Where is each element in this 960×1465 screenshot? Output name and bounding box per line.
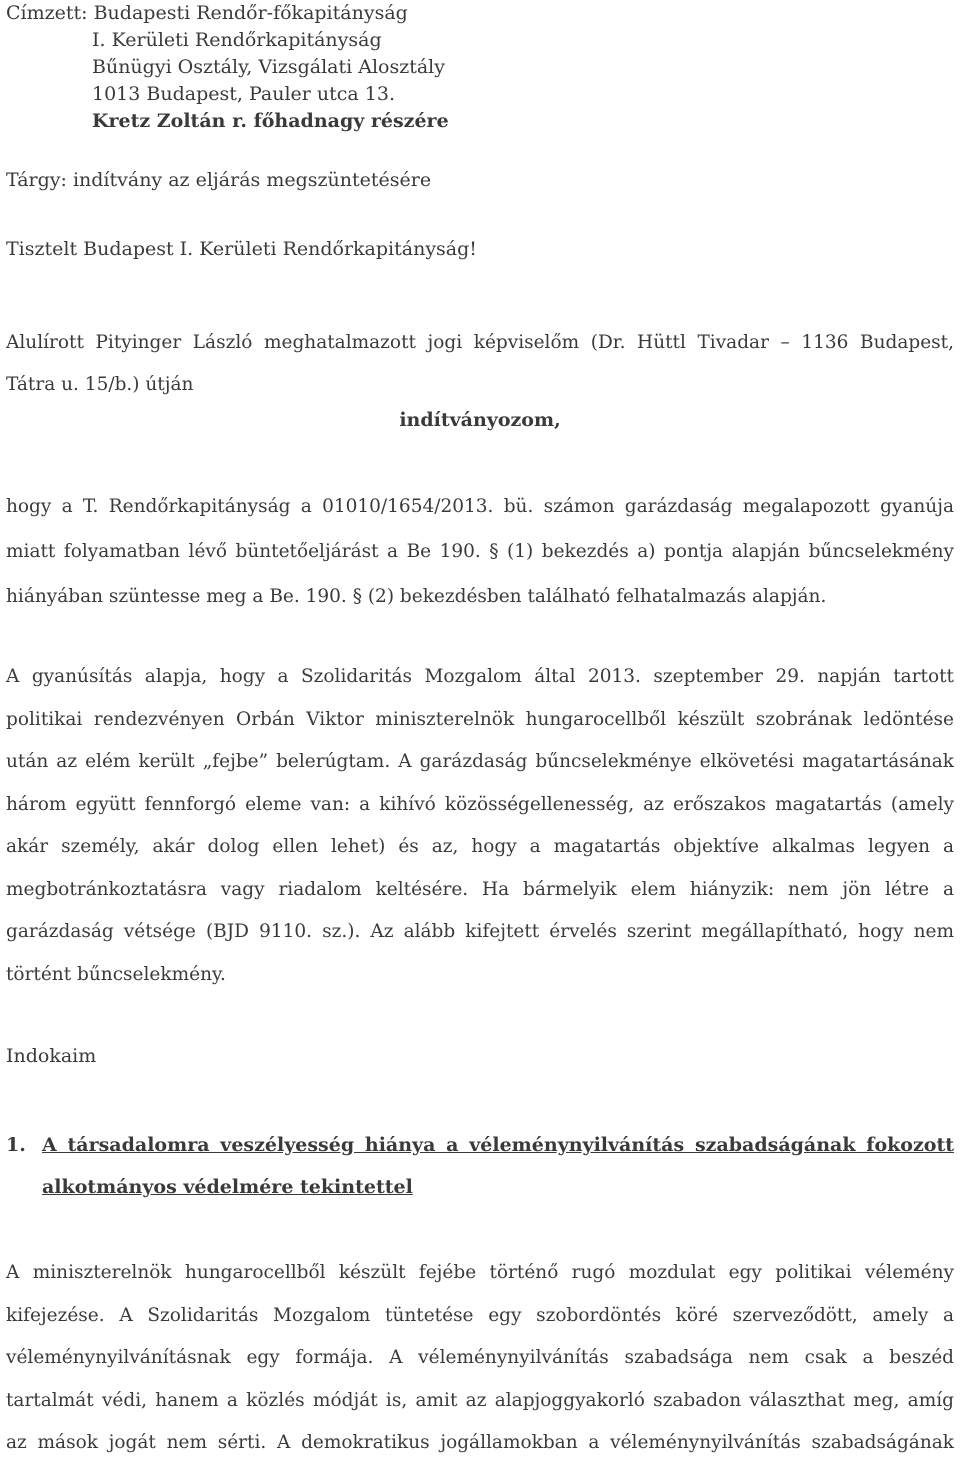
request-paragraph	[6, 484, 954, 619]
text-line: megbotránkoztatásra vagy riadalom keltésére. Ha bármelyik elem hiányzik: nem jön létre a	[6, 878, 954, 900]
section-heading	[6, 1124, 954, 1208]
text-line: az mások jogát nem sérti. A demokratikus jogállamokban a véleménynyilvánítás szabadságának	[6, 1432, 954, 1453]
section-title-line: alkotmányos védelmére tekintettel	[42, 1176, 413, 1198]
salutation: Tisztelt Budapest I. Kerületi Rendőrkapitányság!	[6, 238, 477, 260]
intro-paragraph	[6, 322, 954, 406]
recipient-address	[6, 0, 449, 135]
recipient-line: I. Kerületi Rendőrkapitányság	[92, 29, 382, 51]
text-line: Tátra u. 15/b.) útján	[6, 374, 194, 395]
text-line: három együtt fennforgó eleme van: a kihívó közösségellenesség, az erőszakos magatartás (amely	[6, 793, 954, 815]
text-line: politikai rendezvényen Orbán Viktor miniszterelnök hungarocellből készült szobrának ledöntése	[6, 708, 954, 730]
text-line: garázdaság vétsége (BJD 9110. sz.). Az alább kifejtett érvelés szerint megállapítható, hogy nem	[6, 921, 954, 942]
text-line: tartalmát védi, hanem a közlés módját is, amit az alapjoggyakorló szabadon választhat meg, amíg	[6, 1389, 954, 1411]
recipient-line: Bűnügyi Osztály, Vizsgálati Alosztály	[92, 56, 445, 78]
text-line: történt bűncselekmény.	[6, 963, 226, 985]
recipient-line: Címzett: Budapesti Rendőr-főkapitányság	[6, 2, 408, 24]
basis-paragraph	[6, 656, 954, 996]
subject-line: Tárgy: indítvány az eljárás megszüntetésére	[6, 169, 432, 191]
text-line: kifejezése. A Szolidaritás Mozgalom tüntetése egy szobordöntés köré szerveződött, amely a	[6, 1304, 954, 1326]
text-line: Alulírott Pityinger László meghatalmazott jogi képviselőm (Dr. Hüttl Tivadar – 1136 Budapest,	[6, 332, 954, 353]
section-body-paragraph	[6, 1252, 954, 1465]
text-line: hogy a T. Rendőrkapitányság a 01010/1654/2013. bü. számon garázdaság megalapozott gyanúja	[6, 496, 954, 517]
text-line: véleménynyilvánításnak egy formája. A véleménynyilvánítás szabadsága nem csak a beszéd	[6, 1347, 954, 1368]
recipient-attention-line: Kretz Zoltán r. főhadnagy részére	[92, 110, 449, 132]
text-line: miatt folyamatban lévő büntetőeljárást a Be 190. § (1) bekezdés a) pontja alapján bűncselekmény	[6, 541, 954, 562]
section-number: 1.	[6, 1134, 26, 1156]
recipient-line: 1013 Budapest, Pauler utca 13.	[92, 83, 395, 105]
section-title	[42, 1124, 954, 1208]
reasons-title: Indokaim	[6, 1045, 97, 1067]
text-line: akár személy, akár dolog ellen lehet) és az, hogy a magatartás objektíve alkalmas legyen a	[6, 836, 954, 857]
text-line: A miniszterelnök hungarocellből készült fejébe történő rugó mozdulat egy politikai vélemény	[6, 1262, 954, 1283]
section-title-line: A társadalomra veszélyesség hiánya a véleménynyilvánítás szabadságának fokozott	[42, 1134, 954, 1156]
motion-heading: indítványozom,	[399, 409, 561, 431]
text-line: után az elém került „fejbe” belerúgtam. A garázdaság bűncselekménye elkövetési magatartásának	[6, 751, 954, 772]
text-line: hiányában szüntesse meg a Be. 190. § (2) bekezdésben található felhatalmazás alapján.	[6, 586, 827, 607]
text-line: A gyanúsítás alapja, hogy a Szolidaritás Mozgalom által 2013. szeptember 29. napján tartott	[6, 666, 954, 687]
